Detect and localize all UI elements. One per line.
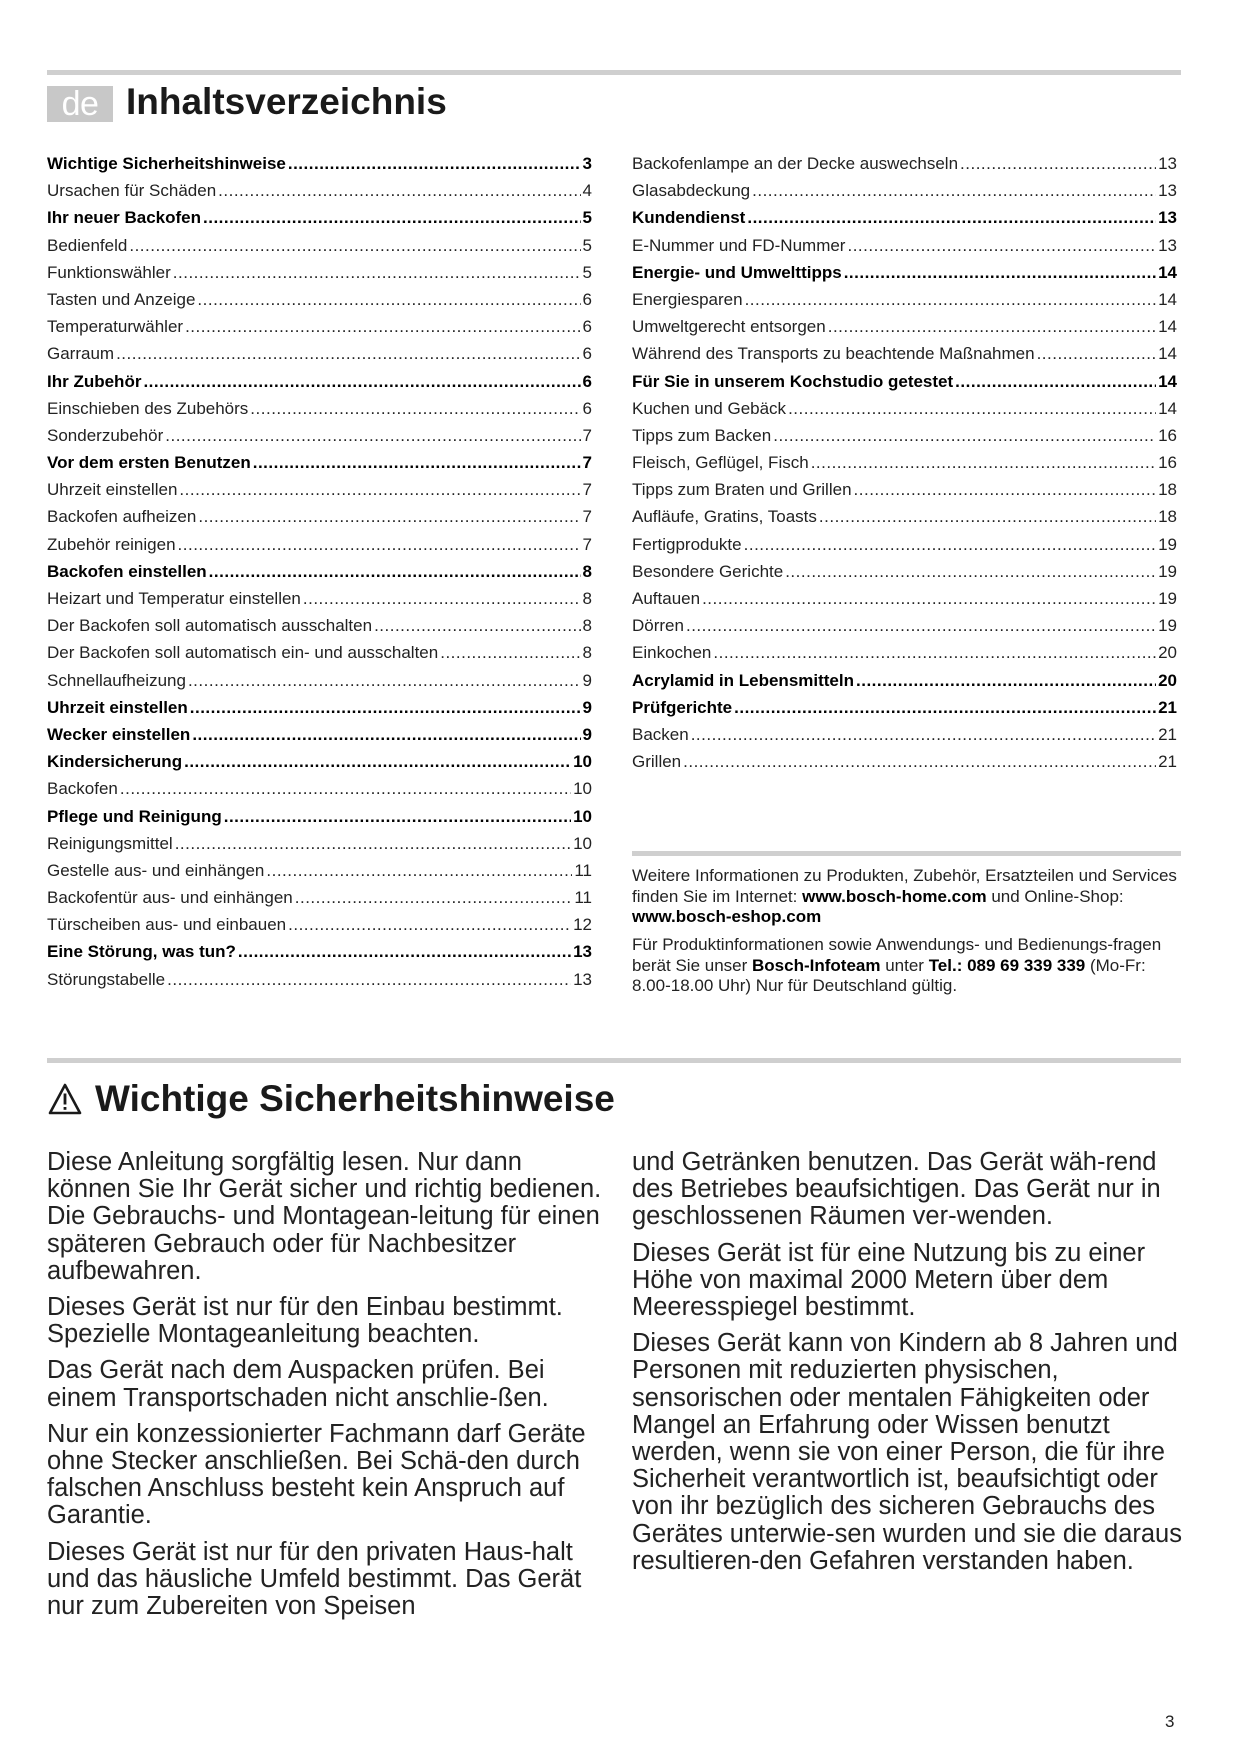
toc-entry-title: Zubehör reinigen xyxy=(47,534,176,554)
toc-entry-page: 7 xyxy=(582,453,592,473)
toc-entry-title: Pflege und Reinigung xyxy=(47,806,222,826)
toc-entry[interactable] xyxy=(632,558,1177,585)
toc-entry-page: 13 xyxy=(1158,208,1177,228)
toc-entry-page: 7 xyxy=(582,507,592,527)
toc-entry-title: Backofen einstellen xyxy=(47,561,207,581)
page-title: Inhaltsverzeichnis xyxy=(126,81,447,122)
toc-dot-leader xyxy=(702,585,1156,612)
toc-entry-title: Einkochen xyxy=(632,643,712,663)
toc-dot-leader xyxy=(960,150,1156,177)
toc-dot-leader xyxy=(238,938,571,965)
safety-paragraph: Diese Anleitung sorgfältig lesen. Nur dann können Sie Ihr Gerät sicher und richtig bedienen. Die Gebrauchs- und Montagean-leitung für einen späteren Gebrauch oder für Nachbesitzer aufbewahren. xyxy=(47,1148,602,1285)
toc-entry-page: 13 xyxy=(1158,235,1177,255)
toc-entry-title: Aufläufe, Gratins, Toasts xyxy=(632,507,817,527)
toc-entry-page: 5 xyxy=(582,208,592,228)
toc-entry-page: 9 xyxy=(582,697,592,717)
toc-entry-title: Ihr Zubehör xyxy=(47,371,142,391)
safety-title-text: Wichtige Sicherheitshinweise xyxy=(95,1078,615,1119)
toc-entry-title: Backen xyxy=(632,724,689,744)
toc-dot-leader xyxy=(175,830,571,857)
toc-entry-title: E-Nummer und FD-Nummer xyxy=(632,235,846,255)
toc-entry-page: 9 xyxy=(582,670,592,690)
toc-entry-title: Der Backofen soll automatisch ein- und ausschalten xyxy=(47,643,439,663)
toc-dot-leader xyxy=(440,639,580,666)
toc-dot-leader xyxy=(785,558,1156,585)
info-divider xyxy=(632,851,1181,856)
toc-dot-leader xyxy=(745,286,1157,313)
online-info-text-2: und Online-Shop: xyxy=(986,886,1124,906)
safety-text-left xyxy=(47,1149,607,1629)
toc-entry-title: Backofentür aus- und einhängen xyxy=(47,888,293,908)
toc-entry-page: 11 xyxy=(574,888,592,908)
toc-entry-title: Auftauen xyxy=(632,589,701,608)
toc-dot-leader xyxy=(179,476,580,503)
toc-entry[interactable] xyxy=(47,558,592,585)
safety-section-title xyxy=(47,1076,615,1122)
section-rule xyxy=(47,1058,1181,1063)
toc-dot-leader xyxy=(250,395,580,422)
toc-entry[interactable] xyxy=(632,667,1177,694)
toc-entry-page: 13 xyxy=(1158,154,1177,173)
toc-entry-page: 6 xyxy=(582,371,592,391)
safety-paragraph: Nur ein konzessionierter Fachmann darf Geräte ohne Stecker anschließen. Bei Schä-den durch falschen Anschluss besteht kein Anspruch auf Garantie. xyxy=(47,1419,586,1530)
toc-entry[interactable] xyxy=(632,422,1177,449)
toc-entry-title: Kuchen und Gebäck xyxy=(632,398,787,418)
toc-dot-leader xyxy=(747,204,1156,231)
toc-entry[interactable] xyxy=(632,204,1177,231)
toc-entry-title: Tipps zum Backen xyxy=(632,425,772,445)
toc-entry-page: 14 xyxy=(1158,371,1177,391)
toc-entry-title: Grillen xyxy=(632,752,682,772)
hotline-info-text-3: (Mo-Fr: 8.00-18.00 Uhr) Nur für Deutschland gültig. xyxy=(632,955,1146,995)
hotline-phone: Tel.: 089 69 339 339 xyxy=(928,955,1086,975)
toc-entry-page: 7 xyxy=(582,534,592,554)
toc-entry[interactable] xyxy=(47,476,592,503)
toc-entry-page: 21 xyxy=(1158,724,1177,744)
toc-dot-leader xyxy=(209,558,581,585)
toc-entry[interactable] xyxy=(47,830,592,857)
toc-entry[interactable] xyxy=(47,259,592,286)
toc-dot-leader xyxy=(288,150,581,177)
toc-dot-leader xyxy=(955,368,1156,395)
toc-entry[interactable] xyxy=(47,585,592,612)
bosch-eshop-link[interactable]: www.bosch-eshop.com xyxy=(632,907,822,926)
toc-entry[interactable] xyxy=(632,503,1177,530)
toc-entry[interactable] xyxy=(47,232,592,259)
page-number: 3 xyxy=(1165,1712,1175,1731)
safety-paragraph: Dieses Gerät ist nur für den privaten Haus-halt und das häusliche Umfeld bestimmt. Das Gerät nur zum Zubereiten von Speisen xyxy=(47,1537,582,1621)
toc-entry-title: Sonderzubehör xyxy=(47,425,164,445)
toc-entry-title: Heizart und Temperatur einstellen xyxy=(47,589,301,608)
toc-entry-title: Während des Transports zu beachtende Maßnahmen xyxy=(632,344,1035,364)
toc-entry-title: Besondere Gerichte xyxy=(632,561,784,581)
toc-entry[interactable] xyxy=(47,368,592,395)
toc-entry-title: Kindersicherung xyxy=(47,752,183,772)
warning-triangle-icon xyxy=(47,1082,83,1116)
toc-dot-leader xyxy=(143,368,580,395)
toc-entry-page: 14 xyxy=(1158,344,1177,364)
toc-entry[interactable] xyxy=(47,177,592,204)
bosch-home-link[interactable]: www.bosch-home.com xyxy=(802,886,987,906)
toc-entry[interactable] xyxy=(632,531,1177,558)
toc-entry-page: 4 xyxy=(582,181,592,201)
toc-entry-title: Dörren xyxy=(632,616,684,636)
toc-dot-leader xyxy=(184,748,571,775)
toc-entry-page: 10 xyxy=(573,833,592,853)
toc-entry[interactable] xyxy=(47,503,592,530)
toc-entry-title: Schnellaufheizung xyxy=(47,670,186,690)
toc-dot-leader xyxy=(819,503,1156,530)
toc-entry-title: Der Backofen soll automatisch ausschalten xyxy=(47,616,373,636)
toc-left-column xyxy=(47,150,592,993)
toc-entry[interactable] xyxy=(47,612,592,639)
toc-entry-page: 16 xyxy=(1158,453,1177,473)
toc-entry-title: Backofen aufheizen xyxy=(47,507,197,527)
toc-dot-leader xyxy=(178,531,581,558)
toc-entry-page: 14 xyxy=(1158,317,1177,337)
safety-paragraph: Dieses Gerät kann von Kindern ab 8 Jahren und Personen mit reduzierten physischen, sensorischen oder mentalen Fähigkeiten oder Mangel an Erfahrung oder Wissen benutzt werden, wenn sie von einer Person, die für ihre Sicherheit verantwortlich ist, beaufsichtigt oder von ihr bezüglich des sicheren Gebrauchs des Gerätes unterwie-sen wurden und sie die daraus resultieren-den Gefahren verstanden haben. xyxy=(632,1329,1182,1575)
toc-entry[interactable] xyxy=(632,748,1177,775)
toc-dot-leader xyxy=(744,531,1156,558)
toc-entry[interactable] xyxy=(47,911,592,938)
toc-entry-page: 8 xyxy=(582,561,592,581)
safety-paragraph: Dieses Gerät ist für eine Nutzung bis zu einer Höhe von maximal 2000 Metern über dem Meeresspiegel bestimmt. xyxy=(632,1238,1146,1322)
toc-entry-page: 14 xyxy=(1158,262,1177,282)
toc-entry[interactable] xyxy=(632,476,1177,503)
toc-entry[interactable] xyxy=(632,612,1177,639)
toc-entry-page: 20 xyxy=(1158,670,1177,690)
toc-dot-leader xyxy=(266,857,572,884)
toc-entry-page: 8 xyxy=(582,643,592,663)
toc-entry-title: Funktionswähler xyxy=(47,262,171,282)
toc-entry-title: Garraum xyxy=(47,344,115,364)
toc-entry-page: 8 xyxy=(582,589,592,608)
toc-entry[interactable] xyxy=(47,150,592,177)
toc-entry-page: 14 xyxy=(1158,289,1177,309)
toc-entry-title: Fleisch, Geflügel, Fisch xyxy=(632,453,809,473)
hotline-info-text-2: unter xyxy=(880,955,929,975)
toc-dot-leader xyxy=(686,612,1156,639)
toc-entry-page: 18 xyxy=(1158,480,1177,500)
safety-paragraph: Dieses Gerät ist nur für den Einbau bestimmt. Spezielle Montageanleitung beachten. xyxy=(47,1293,563,1349)
toc-entry-title: Energie- und Umwelttipps xyxy=(632,262,842,282)
toc-dot-leader xyxy=(198,503,580,530)
toc-dot-leader xyxy=(374,612,580,639)
toc-entry-title: Tipps zum Braten und Grillen xyxy=(632,480,852,500)
toc-entry-title: Vor dem ersten Benutzen xyxy=(47,453,251,473)
safety-paragraph: und Getränken benutzen. Das Gerät wäh-rend des Betriebes beaufsichtigen. Das Gerät nur in geschlossenen Räumen ver-wenden. xyxy=(632,1148,1161,1231)
toc-dot-leader xyxy=(224,803,571,830)
top-rule xyxy=(47,70,1181,75)
toc-entry-page: 9 xyxy=(582,724,592,744)
toc-entry[interactable] xyxy=(47,286,592,313)
toc-entry-title: Tasten und Anzeige xyxy=(47,289,196,309)
toc-entry-page: 20 xyxy=(1158,643,1177,663)
toc-dot-leader xyxy=(167,966,571,993)
toc-entry-page: 13 xyxy=(573,969,592,989)
toc-dot-leader xyxy=(253,449,581,476)
toc-entry-title: Backofenlampe an der Decke auswechseln xyxy=(632,154,959,173)
toc-dot-leader xyxy=(129,232,580,259)
toc-entry-page: 7 xyxy=(582,425,592,445)
toc-entry-title: Gestelle aus- und einhängen xyxy=(47,860,265,880)
toc-dot-leader xyxy=(788,395,1156,422)
toc-dot-leader xyxy=(288,911,571,938)
toc-dot-leader xyxy=(185,313,580,340)
toc-entry[interactable] xyxy=(47,639,592,666)
toc-entry-title: Für Sie in unserem Kochstudio getestet xyxy=(632,371,954,391)
toc-entry[interactable] xyxy=(47,204,592,231)
hotline-info-text-1: Für Produktinformationen sowie Anwendungs- und Bedienungs-fragen berät Sie unser xyxy=(632,935,1162,975)
toc-entry-title: Ihr neuer Backofen xyxy=(47,208,201,228)
toc-dot-leader xyxy=(752,177,1156,204)
toc-entry[interactable] xyxy=(632,340,1177,367)
toc-entry[interactable] xyxy=(632,449,1177,476)
toc-dot-leader xyxy=(691,721,1156,748)
toc-entry[interactable] xyxy=(632,259,1177,286)
toc-entry[interactable] xyxy=(47,313,592,340)
toc-entry[interactable] xyxy=(47,449,592,476)
toc-dot-leader xyxy=(116,340,580,367)
toc-dot-leader xyxy=(218,177,580,204)
toc-dot-leader xyxy=(165,422,580,449)
toc-entry-page: 6 xyxy=(582,289,592,309)
toc-dot-leader xyxy=(856,667,1156,694)
online-info xyxy=(632,866,1181,928)
toc-entry-title: Uhrzeit einstellen xyxy=(47,480,178,500)
toc-dot-leader xyxy=(1037,340,1157,367)
toc-entry[interactable] xyxy=(47,395,592,422)
toc-dot-leader xyxy=(197,286,580,313)
toc-entry-page: 19 xyxy=(1158,589,1177,608)
toc-entry-page: 6 xyxy=(582,398,592,418)
language-badge: de xyxy=(47,86,113,122)
toc-entry[interactable] xyxy=(47,667,592,694)
toc-entry-page: 19 xyxy=(1158,616,1177,636)
toc-entry-page: 8 xyxy=(582,616,592,636)
toc-entry[interactable] xyxy=(47,966,592,993)
toc-entry-page: 10 xyxy=(573,806,592,826)
toc-entry-page: 14 xyxy=(1158,398,1177,418)
online-info-text-1: Weitere Informationen zu Produkten, Zubehör, Ersatzteilen und Services finden Sie im Internet: xyxy=(632,866,1177,906)
toc-entry-title: Störungstabelle xyxy=(47,969,166,989)
toc-entry-page: 21 xyxy=(1158,752,1177,772)
toc-dot-leader xyxy=(188,667,581,694)
toc-entry-title: Temperaturwähler xyxy=(47,317,184,337)
toc-entry-title: Energiesparen xyxy=(632,289,743,309)
toc-entry-page: 13 xyxy=(573,942,592,962)
toc-entry-title: Türscheiben aus- und einbauen xyxy=(47,915,287,935)
toc-entry[interactable] xyxy=(632,721,1177,748)
safety-paragraph: Das Gerät nach dem Auspacken prüfen. Bei einem Transportschaden nicht anschlie-ßen. xyxy=(47,1356,549,1412)
toc-entry[interactable] xyxy=(47,340,592,367)
toc-entry-title: Acrylamid in Lebensmitteln xyxy=(632,670,854,690)
toc-entry[interactable] xyxy=(47,775,592,802)
toc-entry-page: 3 xyxy=(582,154,592,173)
toc-entry[interactable] xyxy=(632,694,1177,721)
toc-entry-title: Einschieben des Zubehörs xyxy=(47,398,249,418)
toc-entry-title: Wecker einstellen xyxy=(47,724,191,744)
toc-entry-title: Uhrzeit einstellen xyxy=(47,697,188,717)
toc-dot-leader xyxy=(295,884,573,911)
toc-entry[interactable] xyxy=(632,368,1177,395)
toc-dot-leader xyxy=(303,585,581,612)
toc-right-column xyxy=(632,150,1177,775)
hotline-info xyxy=(632,935,1181,997)
toc-entry-title: Backofen xyxy=(47,779,118,799)
toc-dot-leader xyxy=(844,259,1156,286)
toc-entry-page: 6 xyxy=(582,344,592,364)
toc-dot-leader xyxy=(734,694,1156,721)
toc-dot-leader xyxy=(828,313,1156,340)
toc-entry[interactable] xyxy=(632,150,1177,177)
toc-entry[interactable] xyxy=(47,857,592,884)
toc-entry-title: Wichtige Sicherheitshinweise xyxy=(47,154,286,173)
toc-entry-page: 5 xyxy=(582,235,592,255)
toc-entry[interactable] xyxy=(47,422,592,449)
toc-entry[interactable] xyxy=(632,395,1177,422)
infoteam-name: Bosch-Infoteam xyxy=(752,955,881,975)
toc-entry-title: Umweltgerecht entsorgen xyxy=(632,317,826,337)
toc-entry-page: 11 xyxy=(574,860,592,880)
toc-entry-title: Fertigprodukte xyxy=(632,534,742,554)
toc-entry[interactable] xyxy=(632,232,1177,259)
toc-dot-leader xyxy=(847,232,1156,259)
toc-entry[interactable] xyxy=(632,313,1177,340)
toc-entry-page: 19 xyxy=(1158,534,1177,554)
toc-dot-leader xyxy=(173,259,581,286)
toc-entry[interactable] xyxy=(632,177,1177,204)
toc-entry-page: 10 xyxy=(573,752,592,772)
toc-entry[interactable] xyxy=(47,694,592,721)
toc-entry[interactable] xyxy=(632,585,1177,612)
toc-dot-leader xyxy=(683,748,1156,775)
toc-entry-page: 18 xyxy=(1158,507,1177,527)
toc-entry[interactable] xyxy=(632,286,1177,313)
toc-dot-leader xyxy=(192,721,580,748)
toc-dot-leader xyxy=(713,639,1156,666)
toc-entry-title: Ursachen für Schäden xyxy=(47,181,217,201)
toc-entry-title: Bedienfeld xyxy=(47,235,128,255)
toc-entry[interactable] xyxy=(632,639,1177,666)
toc-entry-page: 5 xyxy=(582,262,592,282)
toc-entry-title: Glasabdeckung xyxy=(632,181,751,201)
toc-dot-leader xyxy=(773,422,1156,449)
toc-entry-page: 10 xyxy=(573,779,592,799)
toc-entry[interactable] xyxy=(47,938,592,965)
toc-entry[interactable] xyxy=(47,531,592,558)
toc-dot-leader xyxy=(854,476,1157,503)
toc-dot-leader xyxy=(811,449,1156,476)
toc-entry-page: 13 xyxy=(1158,181,1177,201)
toc-entry-page: 12 xyxy=(573,915,592,935)
toc-entry-title: Reinigungsmittel xyxy=(47,833,173,853)
toc-entry[interactable] xyxy=(47,803,592,830)
toc-dot-leader xyxy=(120,775,571,802)
toc-entry-page: 6 xyxy=(582,317,592,337)
toc-entry-page: 19 xyxy=(1158,561,1177,581)
toc-entry[interactable] xyxy=(47,721,592,748)
toc-entry-page: 7 xyxy=(582,480,592,500)
safety-text-right xyxy=(632,1149,1192,1584)
toc-entry[interactable] xyxy=(47,748,592,775)
toc-entry-title: Eine Störung, was tun? xyxy=(47,942,236,962)
toc-entry-title: Prüfgerichte xyxy=(632,697,733,717)
toc-entry-page: 21 xyxy=(1158,697,1177,717)
toc-entry-page: 16 xyxy=(1158,425,1177,445)
toc-dot-leader xyxy=(203,204,581,231)
toc-entry-title: Kundendienst xyxy=(632,208,746,228)
toc-entry[interactable] xyxy=(47,884,592,911)
toc-dot-leader xyxy=(190,694,581,721)
